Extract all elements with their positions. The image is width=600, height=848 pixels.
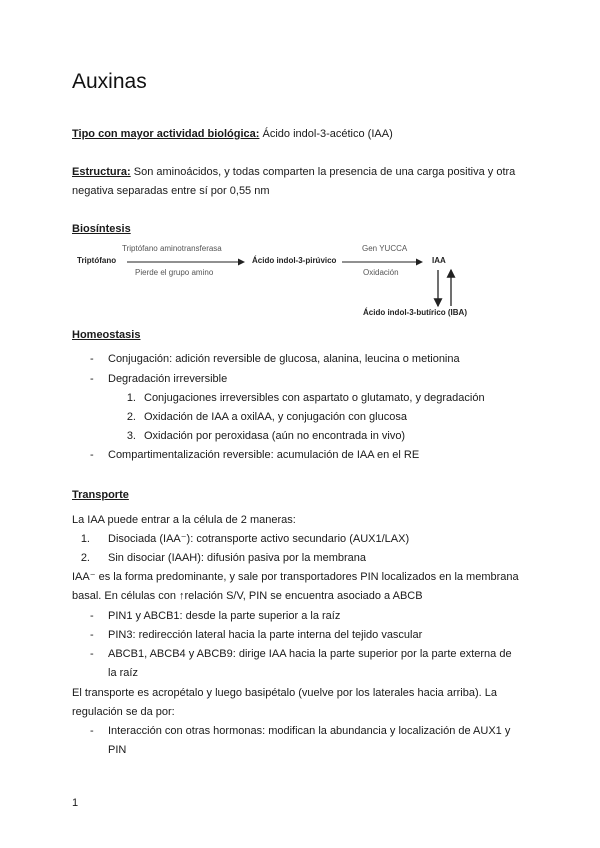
iaa-label: IAA <box>432 256 446 265</box>
bullet-dash: - <box>90 629 94 641</box>
tipo-label: Tipo con mayor actividad biológica: <box>72 128 260 140</box>
transporte-regulation-cont: PIN <box>108 744 127 756</box>
step2-note-label: Oxidación <box>363 268 399 277</box>
bullet-text: PIN3: redirección lateral hacia la parte interna del tejido vascular <box>108 629 423 641</box>
estructura-line-1 <box>72 163 515 182</box>
transporte-para2-line1: El transporte es acropétalo y luego basipétalo (vuelve por los laterales hacia arriba). La <box>72 687 497 699</box>
transporte-para1-line1: IAA⁻ es la forma predominante, y sale por transportadores PIN localizados en la membrana <box>72 571 519 583</box>
numbered-text: Conjugaciones irreversibles con aspartato o glutamato, y degradación <box>144 392 485 404</box>
bullet-dash: - <box>90 610 94 622</box>
bullet-text: Interacción con otras hormonas: modifican la abundancia y localización de AUX1 y <box>108 725 511 737</box>
bullet-text: PIN1 y ABCB1: desde la parte superior a la raíz <box>108 610 341 622</box>
numbered-text: Oxidación de IAA a oxilAA, y conjugación con glucosa <box>144 411 407 423</box>
list-number: 1. <box>80 533 90 545</box>
list-number: 2. <box>126 411 136 423</box>
estructura-label: Estructura: <box>72 166 131 178</box>
transporte-para2-line2: regulación se da por: <box>72 706 175 718</box>
bullet-dash: - <box>90 725 94 737</box>
bullet-dash: - <box>90 353 94 365</box>
bullet-text: Compartimentalización reversible: acumulación de IAA en el RE <box>108 449 420 461</box>
bullet-dash: - <box>90 449 94 461</box>
bullet-text: Conjugación: adición reversible de glucosa, alanina, leucina o metionina <box>108 353 460 365</box>
triptofano-label: Triptófano <box>77 256 117 265</box>
transporte-pin-3-cont: la raíz <box>108 667 138 679</box>
homeostasis-heading: Homeostasis <box>72 329 141 341</box>
transporte-heading: Transporte <box>72 489 129 501</box>
iba-label: Ácido indol-3-butírico (IBA) <box>363 308 467 317</box>
bullet-text: Degradación irreversible <box>108 373 228 385</box>
tipo-line <box>72 125 393 144</box>
transporte-intro: La IAA puede entrar a la célula de 2 maneras: <box>72 514 296 526</box>
estructura-text-1: Son aminoácidos, y todas comparten la presencia de una carga positiva y otra <box>130 166 516 178</box>
bullet-dash: - <box>90 648 94 660</box>
step2-gene-label: Gen YUCCA <box>362 244 408 253</box>
list-number: 2. <box>80 552 90 564</box>
page-number: 1 <box>72 797 79 809</box>
numbered-text: Disociada (IAA⁻): cotransporte activo secundario (AUX1/LAX) <box>108 533 410 545</box>
page-title: Auxinas <box>72 70 147 93</box>
numbered-text: Oxidación por peroxidasa (aún no encontrada in vivo) <box>144 430 406 442</box>
biosintesis-heading: Biosíntesis <box>72 223 131 235</box>
transporte-para1-line2: basal. En células con ↑relación S/V, PIN se encuentra asociado a ABCB <box>72 590 423 602</box>
numbered-text: Sin disociar (IAAH): difusión pasiva por la membrana <box>108 552 367 564</box>
estructura-line-2: negativa separadas entre sí por 0,55 nm <box>72 185 270 197</box>
step1-enzyme-label: Triptófano aminotransferasa <box>122 244 222 253</box>
tipo-value: Ácido indol-3-acético (IAA) <box>259 128 393 140</box>
list-number: 3. <box>126 430 136 442</box>
bullet-dash: - <box>90 373 94 385</box>
bullet-text: ABCB1, ABCB4 y ABCB9: dirige IAA hacia la parte superior por la parte externa de <box>108 648 512 660</box>
step1-note-label: Pierde el grupo amino <box>135 268 214 277</box>
biosynthesis-diagram <box>72 238 502 322</box>
acido-indol-piruvico-label: Ácido indol-3-pirúvico <box>252 256 337 265</box>
list-number: 1. <box>126 392 136 404</box>
